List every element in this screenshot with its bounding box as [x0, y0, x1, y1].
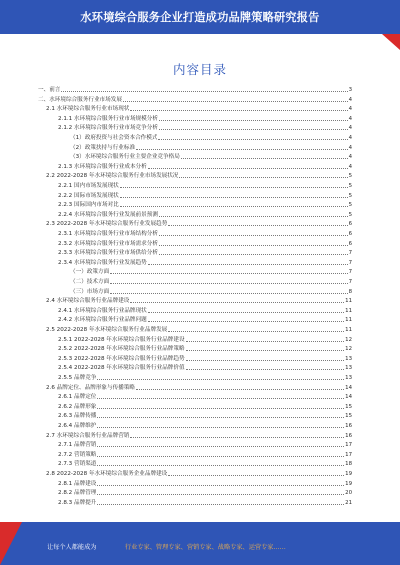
toc-entry-title: 2.8.2 品牌管理	[58, 490, 97, 497]
toc-row[interactable]	[58, 480, 352, 488]
toc-dot-leader	[159, 234, 348, 236]
toc-entry-title: 2.1.1 水环境综合服务行业市场规模分析	[58, 115, 158, 122]
toc-row[interactable]	[70, 153, 352, 161]
toc-row[interactable]	[58, 182, 352, 190]
toc-page-number: 6	[348, 231, 352, 237]
toc-dot-leader	[148, 167, 348, 169]
toc-entry-title: 2.2 2022-2028 年水环境综合服务行业市场发展状况	[46, 173, 179, 180]
toc-dot-leader	[159, 215, 348, 217]
toc-row[interactable]	[58, 364, 352, 372]
toc-dot-leader	[130, 109, 347, 111]
toc-entry-title: （3）水环境综合服务行业主要企业竞争格局	[70, 154, 180, 161]
toc-dot-leader	[120, 186, 348, 188]
toc-row[interactable]	[58, 211, 352, 219]
toc-dot-leader	[97, 416, 344, 418]
toc-page-number: 4	[348, 106, 352, 113]
toc-dot-leader	[97, 503, 344, 505]
toc-dot-leader	[110, 292, 347, 294]
toc-page-number: 4	[348, 154, 352, 161]
toc-dot-leader	[97, 484, 344, 486]
toc-page-number: 20	[345, 490, 352, 497]
toc-dot-leader	[168, 224, 347, 226]
toc-row[interactable]	[58, 441, 352, 449]
toc-entry-title: 2.1 水环境综合服务行业市场现状	[46, 106, 130, 113]
toc-row[interactable]	[70, 268, 352, 276]
toc-row[interactable]	[58, 422, 352, 430]
toc-page-number: 4	[348, 96, 352, 103]
toc-row[interactable]	[46, 432, 352, 440]
toc-entry-title: 2.5.3 2022-2028 年水环境综合服务行业品牌趋势	[58, 355, 185, 362]
toc-entry-title: 一、前言	[38, 87, 61, 93]
toc-entry-title: 2.4 水环境综合服务行业品牌建设	[46, 298, 130, 305]
toc-row[interactable]	[46, 470, 352, 478]
toc-entry-title: 2.3.2 水环境综合服务行业市场需求分析	[58, 240, 158, 247]
toc-row[interactable]	[58, 499, 352, 507]
toc-row[interactable]	[38, 96, 352, 104]
toc-dot-leader	[97, 407, 344, 409]
toc-row[interactable]	[58, 460, 352, 468]
toc-dot-leader	[159, 253, 348, 255]
toc-entry-title: （1）政府投资与社会资本合作模式	[70, 135, 158, 141]
toc-entry-title: 2.3 2022-2028 年水环境综合服务行业发展趋势	[46, 221, 168, 228]
toc-dot-leader	[97, 455, 344, 457]
toc-entry-title: 2.5.5 品牌竞争	[58, 375, 97, 381]
toc-dot-leader	[97, 445, 344, 447]
toc-dot-leader	[186, 368, 345, 370]
toc-page-number: 11	[345, 307, 352, 314]
footer-slogan: 让每个人都能成为	[47, 544, 97, 551]
toc-page-number: 3	[348, 87, 352, 93]
toc-page-number: 19	[345, 480, 352, 487]
toc-page-number: 5	[348, 202, 352, 209]
toc-page-number: 16	[345, 432, 352, 439]
toc-entry-title: 2.1.2 水环境综合服务行业市场竞争分析	[58, 125, 158, 132]
toc-page-number: 14	[345, 384, 352, 391]
toc-page-number: 4	[348, 115, 352, 122]
toc-row[interactable]	[70, 144, 352, 152]
toc-row[interactable]	[58, 336, 352, 344]
toc-entry-title: 2.7 水环境综合服务行业品牌营销	[46, 432, 130, 439]
toc-entry-title: 2.5.1 2022-2028 年水环境综合服务行业品牌建设	[58, 336, 185, 343]
toc-dot-leader	[168, 474, 344, 476]
toc-entry-title: 2.6.1 品牌定位	[58, 394, 97, 401]
toc-row[interactable]	[58, 393, 352, 401]
toc-dot-leader	[159, 119, 348, 121]
toc-row[interactable]	[58, 412, 352, 420]
toc-dot-leader	[97, 378, 344, 380]
toc-row[interactable]	[70, 288, 352, 296]
toc-page-number: 4	[348, 125, 352, 132]
toc-page-number: 4	[348, 163, 352, 170]
toc-dot-leader	[130, 301, 344, 303]
toc-entry-title: （一）政策方面	[70, 269, 110, 276]
toc-row[interactable]	[70, 278, 352, 286]
toc-page-number: 11	[345, 327, 352, 333]
toc-row[interactable]	[58, 192, 352, 200]
toc-dot-leader	[186, 340, 345, 342]
toc-dot-leader	[186, 359, 345, 361]
toc-page-number: 18	[345, 461, 352, 468]
toc-row[interactable]	[58, 249, 352, 257]
toc-entry-title: 2.5.2 2022-2028 年水环境综合服务行业品牌策略	[58, 346, 185, 353]
toc-dot-leader	[168, 330, 344, 332]
toc-page-number: 11	[345, 317, 352, 324]
toc-entry-title: 2.1.3 水环境综合服务行业成本分析	[58, 163, 147, 170]
toc-dot-leader	[181, 157, 348, 159]
toc-entry-title: 2.5 2022-2028 年水环境综合服务行业品牌发展	[46, 327, 168, 333]
toc-row[interactable]	[58, 451, 352, 459]
toc-heading: 内容目录	[172, 62, 227, 77]
toc-row[interactable]	[58, 489, 352, 497]
toc-row[interactable]	[58, 355, 352, 363]
toc-dot-leader	[123, 100, 348, 102]
toc-page-number: 5	[348, 192, 352, 199]
toc-dot-leader	[179, 176, 347, 178]
toc-page-number: 14	[345, 394, 352, 401]
toc-page-number: 12	[345, 336, 352, 343]
toc-entry-title: 2.6 品牌定位、品牌形象与传播策略	[46, 384, 135, 391]
toc-entry-title: 2.3.4 水环境综合服务行业发展趋势	[58, 259, 147, 266]
toc-page-number: 13	[345, 355, 352, 362]
toc-page-number: 4	[348, 135, 352, 141]
toc-page-number: 8	[348, 288, 352, 295]
toc-row[interactable]	[46, 105, 352, 113]
toc-entry-title: 2.8.3 品牌提升	[58, 499, 97, 506]
toc-dot-leader	[97, 464, 344, 466]
toc-row[interactable]	[58, 240, 352, 248]
toc-row[interactable]	[46, 220, 352, 228]
toc-dot-leader	[159, 244, 348, 246]
toc-page-number: 7	[348, 279, 352, 285]
toc-entry-title: （二）技术方面	[70, 279, 110, 285]
toc-row[interactable]	[58, 259, 352, 267]
toc-dot-leader	[158, 138, 347, 140]
toc-dot-leader	[110, 282, 347, 284]
report-header	[0, 0, 400, 34]
toc-page-number: 5	[348, 173, 352, 180]
toc-page-number: 6	[348, 221, 352, 228]
toc-page-number: 13	[345, 375, 352, 381]
toc-row[interactable]	[58, 201, 352, 209]
toc-row[interactable]	[46, 326, 352, 334]
toc-entry-title: 2.2.3 国际国内市场对比	[58, 202, 119, 209]
toc-row[interactable]	[58, 374, 352, 382]
toc-row[interactable]	[58, 163, 352, 171]
toc-row[interactable]	[58, 316, 352, 324]
toc-entry-title: 2.7.3 营销渠道	[58, 461, 97, 468]
toc-page-number: 4	[348, 144, 352, 151]
toc-dot-leader	[148, 311, 344, 313]
toc-entry-title: 2.4.1 水环境综合服务行业品牌现状	[58, 307, 147, 314]
toc-page-number: 16	[345, 423, 352, 429]
toc-dot-leader	[110, 272, 347, 274]
report-title: 水环境综合服务企业打造成功品牌策略研究报告	[80, 11, 320, 24]
toc-page-number: 21	[345, 499, 352, 506]
toc-page-number: 17	[345, 451, 352, 458]
toc-dot-leader	[120, 205, 348, 207]
toc-entry-title: 2.7.2 营销策略	[58, 451, 97, 458]
toc-page-number: 12	[345, 346, 352, 353]
toc-dot-leader	[159, 128, 348, 130]
toc-page-number: 7	[348, 250, 352, 257]
toc-entry-title: 2.2.1 国内市场发展现状	[58, 183, 119, 189]
toc-row[interactable]	[58, 230, 352, 238]
toc-row[interactable]	[58, 124, 352, 132]
toc-entry-title: 2.6.3 品牌传播	[58, 413, 97, 420]
toc-entry-title: 2.8.1 品牌建设	[58, 480, 97, 487]
toc-row[interactable]	[38, 86, 352, 94]
toc-dot-leader	[186, 349, 345, 351]
toc-dot-leader	[120, 196, 348, 198]
toc-dot-leader	[97, 397, 344, 399]
footer-corner-accent	[0, 522, 22, 565]
toc-entry-title: 2.6.2 品牌形象	[58, 403, 97, 410]
header-corner-accent	[382, 34, 400, 50]
toc-entry-title: 2.3.3 水环境综合服务行业市场供给分析	[58, 250, 158, 257]
toc-entry-title: （三）市场方面	[70, 288, 110, 295]
toc-entry-title: 二、水环境综合服务行业市场发展	[38, 96, 122, 103]
toc-row[interactable]	[58, 307, 352, 315]
toc-entry-title: 2.3.1 水环境综合服务行业市场结构分析	[58, 231, 158, 237]
toc-dot-leader	[61, 90, 347, 92]
toc-page-number: 15	[345, 403, 352, 410]
toc-page-number: 7	[348, 259, 352, 266]
toc-page-number: 19	[345, 471, 352, 477]
toc-dot-leader	[97, 493, 344, 495]
toc-dot-leader	[148, 263, 348, 265]
toc-entry-title: 2.6.4 品牌维护	[58, 423, 97, 429]
toc-row[interactable]	[70, 134, 352, 142]
toc-row[interactable]	[46, 172, 352, 180]
toc-page-number: 5	[348, 183, 352, 189]
toc-page-number: 5	[348, 211, 352, 218]
toc-dot-leader	[97, 426, 344, 428]
toc-entry-title: 2.4.2 水环境综合服务行业品牌问题	[58, 317, 147, 324]
toc-row[interactable]	[46, 297, 352, 305]
toc-page-number: 11	[345, 298, 352, 305]
toc-page-number: 7	[348, 269, 352, 276]
footer-tags: 行业专家、管理专家、营销专家、战略专家、运营专家……	[125, 544, 286, 551]
toc-entry-title: 2.7.1 品牌营销	[58, 442, 97, 449]
toc-page-number: 6	[348, 240, 352, 247]
page-footer	[0, 522, 400, 565]
toc-entry-title: 2.5.4 2022-2028 年水环境综合服务行业品牌价值	[58, 365, 185, 372]
toc-dot-leader	[136, 388, 344, 390]
toc-dot-leader	[148, 320, 344, 322]
toc-row[interactable]	[46, 384, 352, 392]
toc-entry-title: （2）政策扶持与行业标准	[70, 144, 136, 151]
toc-row[interactable]	[58, 345, 352, 353]
toc-row[interactable]	[58, 115, 352, 123]
toc-page-number: 13	[345, 365, 352, 372]
toc-dot-leader	[130, 436, 344, 438]
toc-dot-leader	[136, 148, 347, 150]
toc-entry-title: 2.2.4 水环境综合服务行业发展前景预测	[58, 211, 158, 218]
toc-entry-title: 2.2.2 国际市场发展现状	[58, 192, 119, 199]
toc-page-number: 17	[345, 442, 352, 449]
toc-entry-title: 2.8 2022-2028 年水环境综合服务企业品牌建设	[46, 471, 168, 477]
toc-page-number: 15	[345, 413, 352, 420]
toc-row[interactable]	[58, 403, 352, 411]
